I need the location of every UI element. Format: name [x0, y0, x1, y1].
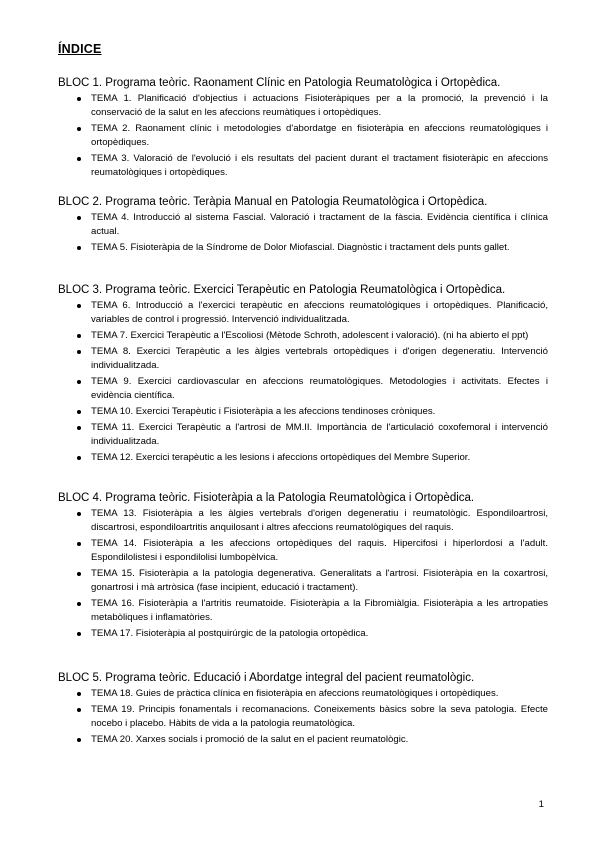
bullet-icon	[77, 738, 81, 742]
bullet-icon	[77, 157, 81, 161]
topic-list	[58, 92, 548, 180]
bullet-icon	[77, 304, 81, 308]
index-title: ÍNDICE	[58, 42, 102, 56]
topic-list	[58, 687, 548, 747]
bullet-icon	[77, 572, 81, 576]
topic-item: TEMA 12. Exercici terapèutic a les lesions i afeccions ortopèdiques del Membre Superior.	[58, 451, 548, 465]
topic-item: TEMA 3. Valoració de l'evolució i els resultats del pacient durant el tractament fisioteràpic en afeccions reumatològiques i ortopèdiques.	[58, 152, 548, 180]
topic-item: TEMA 14. Fisioteràpia a les afeccions ortopèdiques del raquis. Hipercifosi i hiperlordosi a l'adult. Espondilolistesi i espondilolisi lumbopèlvica.	[58, 537, 548, 565]
bullet-icon	[77, 410, 81, 414]
topic-item: TEMA 18. Guies de pràctica clínica en fisioteràpia en afeccions reumatològiques i ortopèdiques.	[58, 687, 548, 701]
topic-item: TEMA 4. Introducció al sistema Fascial. Valoració i tractament de la fàscia. Evidència científica i clínica actual.	[58, 211, 548, 239]
topic-item: TEMA 17. Fisioteràpia al postquirúrgic de la patologia ortopèdica.	[58, 627, 548, 641]
topic-item: TEMA 10. Exercici Terapèutic i Fisioteràpia a les afeccions tendinoses cròniques.	[58, 405, 548, 419]
bullet-icon	[77, 97, 81, 101]
bloc-1	[58, 76, 548, 182]
bloc-heading: BLOC 4. Programa teòric. Fisioteràpia a la Patologia Reumatològica i Ortopèdica.	[58, 492, 475, 504]
bullet-icon	[77, 380, 81, 384]
topic-item: TEMA 5. Fisioteràpia de la Síndrome de Dolor Miofascial. Diagnòstic i tractament dels punts gallet.	[58, 241, 548, 255]
topic-item: TEMA 13. Fisioteràpia a les àlgies vertebrals d'origen degeneratiu i reumatològic. Espondiloartrosi, discartrosi, espondiloartritis anquilosant i altres afeccions reumatològiques del raquis.	[58, 507, 548, 535]
topic-item: TEMA 6. Introducció a l'exercici terapèutic en afeccions reumatològiques i ortopèdiques. Planificació, variables de control i progressió. Intervenció individualitzada.	[58, 299, 548, 327]
bloc-heading: BLOC 2. Programa teòric. Teràpia Manual en Patologia Reumatològica i Ortopèdica.	[58, 196, 488, 208]
bullet-icon	[77, 542, 81, 546]
bullet-icon	[77, 708, 81, 712]
topic-list	[58, 299, 548, 465]
topic-list	[58, 507, 548, 641]
topic-item: TEMA 16. Fisioteràpia a l'artritis reumatoide. Fisioteràpia a la Fibromiàlgia. Fisioteràpia a les artropaties metabòliques i inflamatòries.	[58, 597, 548, 625]
bloc-4	[58, 491, 548, 643]
bullet-icon	[77, 246, 81, 250]
topic-item: TEMA 2. Raonament clínic i metodologies d'abordatge en fisioteràpia en afeccions reumatològiques i ortopèdiques.	[58, 122, 548, 150]
topic-item: TEMA 15. Fisioteràpia a la patologia degenerativa. Generalitats a l'artrosi. Fisioteràpia en la coxartrosi, gonartrosi i mà artròsica (fase incipient, educació i tractament).	[58, 567, 548, 595]
bullet-icon	[77, 456, 81, 460]
bloc-heading: BLOC 5. Programa teòric. Educació i Abordatge integral del pacient reumatològic.	[58, 672, 475, 684]
bullet-icon	[77, 216, 81, 220]
topic-list	[58, 211, 548, 255]
topic-item: TEMA 9. Exercici cardiovascular en afeccions reumatològiques. Metodologies i activitats. Efectes i evidència científica.	[58, 375, 548, 403]
topic-item: TEMA 19. Principis fonamentals i recomanacions. Coneixements bàsics sobre la seva patologia. Efecte nocebo i placebo. Hàbits de vida a la patologia reumatològica.	[58, 703, 548, 731]
topic-item: TEMA 20. Xarxes socials i promoció de la salut en el pacient reumatològic.	[58, 733, 548, 747]
bullet-icon	[77, 632, 81, 636]
bloc-5	[58, 671, 548, 749]
page-number: 1	[538, 799, 544, 810]
bloc-heading: BLOC 1. Programa teòric. Raonament Clínic en Patologia Reumatològica i Ortopèdica.	[58, 77, 501, 89]
bullet-icon	[77, 512, 81, 516]
bullet-icon	[77, 334, 81, 338]
bloc-2	[58, 195, 548, 257]
bullet-icon	[77, 692, 81, 696]
bullet-icon	[77, 602, 81, 606]
topic-item: TEMA 11. Exercici Terapèutic a l'artrosi de MM.II. Importància de l'articulació coxofemoral i intervenció individualitzada.	[58, 421, 548, 449]
bloc-heading: BLOC 3. Programa teòric. Exercici Terapèutic en Patologia Reumatològica i Ortopèdica.	[58, 284, 506, 296]
bullet-icon	[77, 350, 81, 354]
topic-item: TEMA 7. Exercici Terapèutic a l'Escoliosi (Mètode Schroth, adolescent i valoració). (ni ha abierto el ppt)	[58, 329, 548, 343]
bloc-3	[58, 283, 548, 467]
bullet-icon	[77, 127, 81, 131]
topic-item: TEMA 1. Planificació d'objectius i actuacions Fisioteràpiques per a la promoció, la prevenció i la conservació de la salut en les afeccions reumàtiques i ortopèdiques.	[58, 92, 548, 120]
topic-item: TEMA 8. Exercici Terapèutic a les àlgies vertebrals ortopèdiques i d'origen degeneratiu. Intervenció individualitzada.	[58, 345, 548, 373]
bullet-icon	[77, 426, 81, 430]
